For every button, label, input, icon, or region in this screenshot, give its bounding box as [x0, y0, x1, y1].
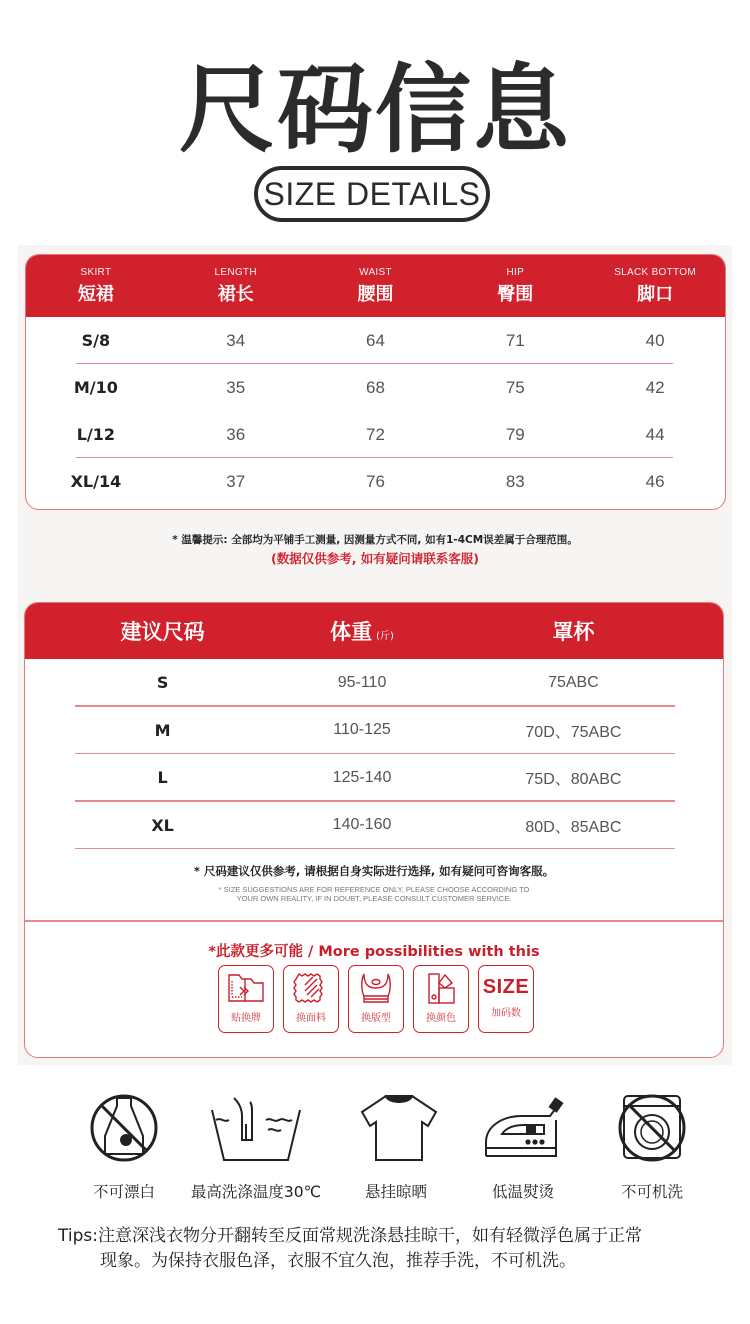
length-cell: 34: [226, 330, 246, 350]
color-swatch-icon: [421, 971, 461, 1005]
row-divider: [75, 848, 675, 850]
hip-cell: 75: [505, 377, 525, 397]
column-header-waist: [306, 255, 446, 317]
waist-cell: 72: [366, 424, 385, 444]
size-suggestion-table: [24, 602, 724, 1058]
care-tips-line: 现象。为保持衣服色泽，衣服不宜久泡，推荐手洗，不可机洗。: [100, 1251, 576, 1271]
table-row: [26, 317, 725, 364]
size-text-icon: SIZE: [482, 976, 530, 998]
column-header-label: 建议尺码: [120, 620, 205, 644]
care-item-no-machine-wash: [612, 1090, 692, 1202]
care-label: 不可机洗: [620, 1183, 683, 1201]
fabric-icon: [291, 971, 331, 1005]
column-header-label: 罩杯: [552, 620, 595, 644]
customization-options: [218, 965, 534, 1033]
table-row: [26, 364, 725, 411]
hip-cell: 79: [505, 424, 525, 444]
size-cell: M/10: [73, 378, 118, 397]
care-item-low-iron: [478, 1090, 568, 1202]
suggestion-table-header: [25, 603, 723, 659]
measurement-note: * 温馨提示: 全部均为平铺手工测量, 因测量方式不同, 如有1-4CM误差属于合理范围。: [172, 534, 578, 546]
more-options-title: *此款更多可能 / More possibilities with this: [208, 944, 540, 960]
cup-cell: 70D、75ABC: [525, 723, 622, 741]
table-row: [26, 411, 725, 458]
option-size: [478, 965, 534, 1033]
waist-cell: 76: [366, 471, 385, 491]
care-item-hand-wash: [186, 1090, 326, 1202]
option-fabric: [283, 965, 339, 1033]
suggestion-note-en: [25, 885, 723, 903]
low-iron-icon: [478, 1090, 568, 1166]
column-header-en: WAIST: [359, 267, 392, 278]
slack-bottom-cell: 40: [645, 330, 665, 350]
column-header-en: SLACK BOTTOM: [614, 267, 696, 278]
column-header-cn: 脚口: [637, 284, 674, 305]
care-label: 不可漂白: [92, 1183, 155, 1201]
no-machine-wash-icon: [614, 1090, 690, 1166]
table-row: [25, 754, 723, 802]
option-label-swap: [218, 965, 274, 1033]
waist-cell: 64: [366, 330, 385, 350]
hand-wash-icon: [206, 1090, 306, 1166]
label-swap-icon: [226, 971, 266, 1005]
column-header-slack-bottom: [585, 255, 725, 317]
column-header-hip: [445, 255, 585, 317]
care-label: 悬挂晾晒: [364, 1183, 427, 1201]
page-title: 尺码信息: [179, 54, 571, 166]
column-header-en: HIP: [506, 267, 525, 278]
slack-bottom-cell: 42: [645, 377, 665, 397]
column-header-length: [166, 255, 306, 317]
size-cell: XL/14: [70, 472, 122, 491]
length-cell: 36: [226, 424, 246, 444]
size-cell: M: [154, 720, 171, 740]
column-header-cn: 臀围: [497, 284, 534, 305]
garment-style-icon: [356, 971, 396, 1005]
suggestion-note-cn: * 尺码建议仅供参考, 请根据自身实际进行选择, 如有疑问可咨询客服。: [193, 864, 555, 878]
weight-cell: 95-110: [337, 673, 387, 691]
length-cell: 37: [226, 471, 246, 491]
suggestion-note-en-line: * SIZE SUGGESTIONS ARE FOR REFERENCE ONLY, PLEASE CHOOSE ACCORDING TO: [218, 885, 530, 894]
size-table: [25, 254, 726, 510]
care-tips: [58, 1224, 718, 1274]
care-label: 低温熨烫: [491, 1183, 554, 1201]
weight-unit: (斤): [376, 631, 394, 642]
option-label: 换版型: [361, 1013, 391, 1024]
hip-cell: 71: [505, 330, 525, 350]
care-item-no-bleach: [84, 1090, 164, 1202]
cup-cell: 75D、80ABC: [525, 771, 622, 789]
table-row: [25, 802, 723, 850]
weight-cell: 125-140: [332, 768, 392, 786]
slack-bottom-cell: 46: [645, 471, 665, 491]
care-label: 最高洗涤温度30℃: [190, 1183, 322, 1201]
suggestion-note-en-line: YOUR OWN REALITY, IF IN DOUBT, PLEASE CONSULT CUSTOMER SERVICE.: [236, 894, 512, 903]
column-header-cup: [424, 616, 723, 646]
slack-bottom-cell: 44: [645, 424, 665, 444]
option-color: [413, 965, 469, 1033]
waist-cell: 68: [366, 377, 385, 397]
reference-note: (数据仅供参考, 如有疑问请联系客服): [270, 551, 480, 566]
option-label: 加码数: [491, 1008, 521, 1019]
cup-cell: 80D、85ABC: [525, 818, 622, 836]
size-cell: L/12: [76, 425, 116, 444]
length-cell: 35: [226, 377, 246, 397]
weight-cell: 110-125: [333, 721, 391, 739]
table-row: [25, 707, 723, 755]
option-label: 贴换牌: [231, 1013, 261, 1024]
column-header-skirt: [26, 255, 166, 317]
option-label: 换颜色: [426, 1013, 456, 1024]
column-header-cn: 裙长: [217, 284, 254, 305]
size-cell: S: [156, 673, 169, 693]
column-header-cn: 腰围: [357, 284, 394, 305]
table-row: [25, 659, 723, 707]
hip-cell: 83: [505, 471, 525, 491]
column-header-en: SKIRT: [80, 267, 112, 278]
table-row: [26, 458, 725, 505]
care-item-hang-dry: [356, 1090, 436, 1202]
size-cell: S/8: [81, 331, 111, 350]
column-header-cn: 短裙: [77, 284, 114, 305]
cup-cell: 75ABC: [548, 673, 599, 691]
section-divider: [25, 920, 723, 922]
weight-cell: 140-160: [332, 816, 392, 834]
column-header-suggested-size: [25, 616, 300, 646]
column-header-en: LENGTH: [214, 267, 257, 278]
column-header-weight: [300, 616, 424, 646]
option-label: 换面料: [296, 1013, 326, 1024]
size-cell: L: [157, 768, 168, 788]
hang-dry-icon: [356, 1090, 442, 1166]
size-cell: XL: [151, 815, 174, 835]
page-subtitle-pill: SIZE DETAILS: [254, 166, 490, 222]
option-style: [348, 965, 404, 1033]
care-instructions: [0, 1090, 750, 1210]
column-header-label: 体重: [330, 620, 373, 644]
care-tips-line: Tips:注意深浅衣物分开翻转至反面常规洗涤悬挂晾干，如有轻微浮色属于正常: [58, 1226, 642, 1246]
no-bleach-icon: [86, 1090, 162, 1166]
size-table-header: [26, 255, 725, 317]
